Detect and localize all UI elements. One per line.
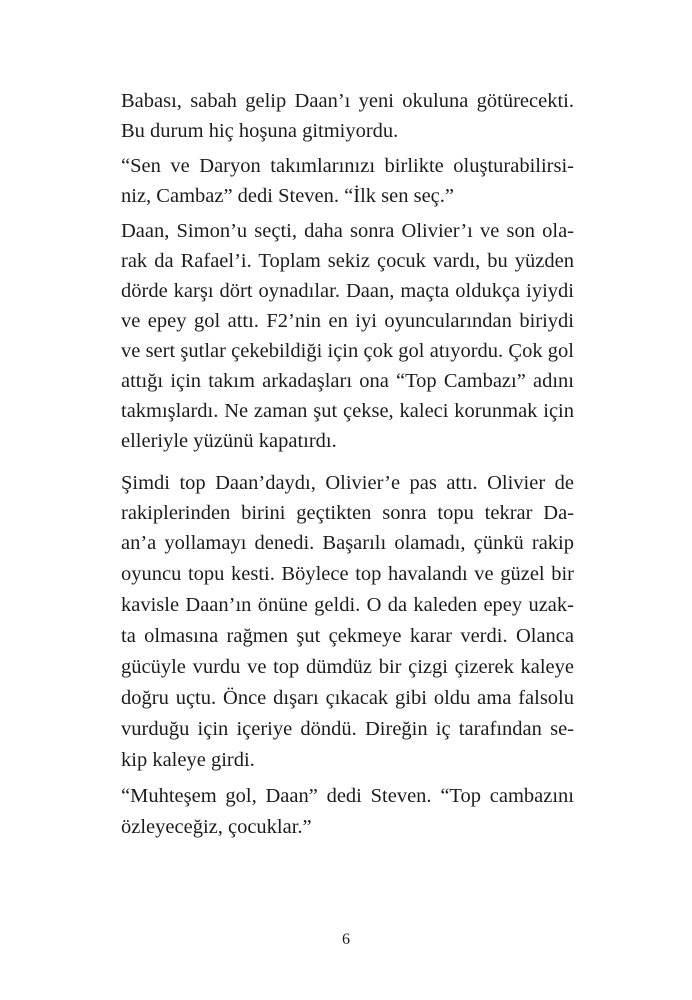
text-line: takmışlardı. Ne zaman şut çekse, kaleci korunmak için	[121, 400, 574, 422]
text-line: niz, Cambaz” dedi Steven. “İlk sen seç.”	[121, 185, 454, 207]
text-line: ve sert şutlar çekebildiği için çok gol atıyordu. Çok gol	[121, 340, 574, 362]
text-line: gücüyle vurdu ve top dümdüz bir çizgi çizerek kaleye	[121, 656, 574, 678]
text-line: oyuncu topu kesti. Böylece top havalandı ve güzel bir	[121, 563, 574, 585]
text-line: kavisle Daan’ın önüne geldi. O da kaleden epey uzak-	[121, 594, 574, 616]
text-line: Şimdi top Daan’daydı, Olivier’e pas attı. Olivier de	[121, 472, 574, 494]
text-line: an’a yollamayı denedi. Başarılı olamadı, çünkü rakip	[121, 532, 574, 554]
text-line: “Sen ve Daryon takımlarınızı birlikte oluşturabilirsi-	[121, 155, 574, 177]
text-line: doğru uçtu. Önce dışarı çıkacak gibi oldu ama falsolu	[121, 687, 574, 709]
text-line: attığı için takım arkadaşları ona “Top Cambazı” adını	[121, 370, 574, 392]
text-line: Daan, Simon’u seçti, daha sonra Olivier’ı ve son ola-	[121, 220, 574, 242]
text-line: ta olmasına rağmen şut çekmeye karar verdi. Olanca	[121, 625, 574, 647]
text-line: Bu durum hiç hoşuna gitmiyordu.	[121, 120, 399, 142]
text-line: vurduğu için içeriye döndü. Direğin iç tarafından se-	[121, 718, 574, 740]
text-line: “Muhteşem gol, Daan” dedi Steven. “Top cambazını	[121, 785, 574, 807]
text-line: rak da Rafael’i. Toplam sekiz çocuk vardı, bu yüzden	[121, 250, 574, 272]
text-line: Babası, sabah gelip Daan’ı yeni okuluna götürecekti.	[121, 90, 574, 112]
text-line: ve epey gol attı. F2’nin en iyi oyuncularından biriydi	[121, 310, 574, 332]
text-line: rakiplerinden birini geçtikten sonra topu tekrar Da-	[121, 502, 574, 524]
text-line: dörde karşı dört oynadılar. Daan, maçta oldukça iyiydi	[121, 280, 574, 302]
text-line: özleyeceğiz, çocuklar.”	[121, 816, 312, 838]
text-line: elleriyle yüzünü kapatırdı.	[121, 430, 337, 452]
page-number: 6	[342, 931, 350, 948]
text-line: kip kaleye girdi.	[121, 749, 255, 771]
